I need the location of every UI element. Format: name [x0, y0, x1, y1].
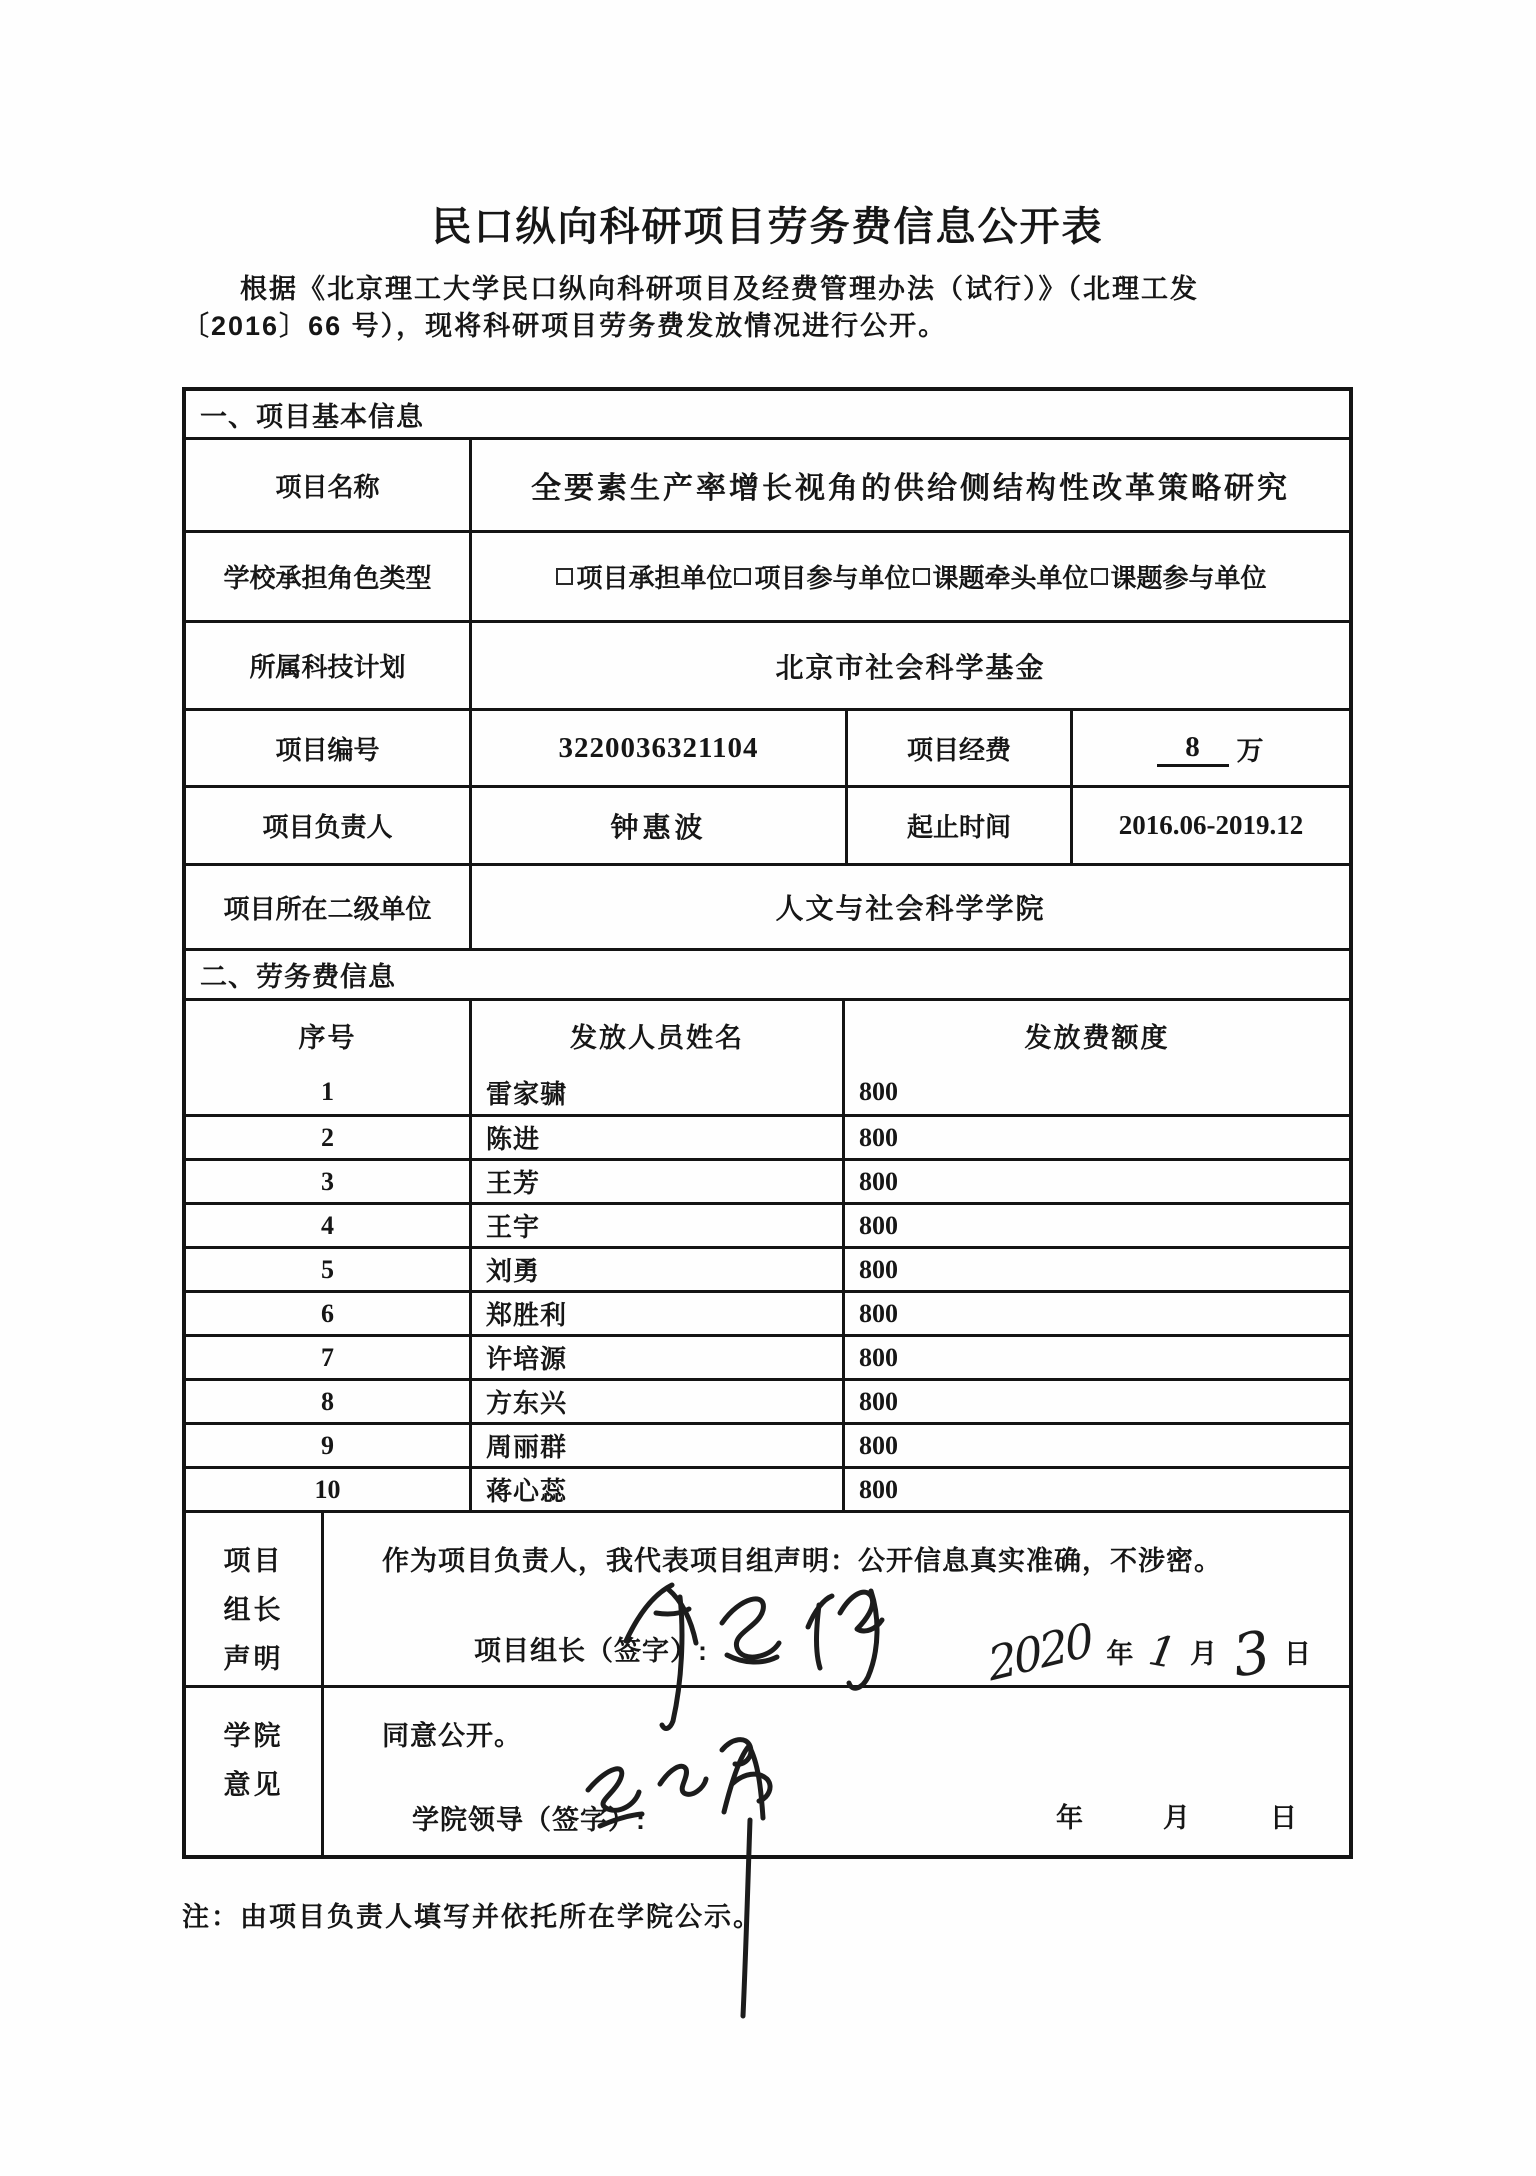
- role-option-label: 项目参与单位: [754, 563, 911, 593]
- section1-header-row: [186, 391, 1349, 437]
- row-serial: 6: [321, 1298, 334, 1328]
- budget-unit: 万: [1236, 735, 1266, 766]
- dean-sign-row: [324, 1798, 1349, 1837]
- row-serial: 10: [314, 1474, 341, 1504]
- checkbox-icon: [1091, 568, 1108, 585]
- unit-value: 人文与社会科学学院: [469, 866, 1349, 948]
- row-serial: 2: [321, 1122, 334, 1152]
- column-header-name: 发放人员姓名: [469, 1001, 842, 1070]
- day-char: 日: [1284, 1639, 1311, 1669]
- role-options: [469, 533, 1349, 620]
- table-row: [186, 1334, 1349, 1378]
- college-opinion-row: [186, 1685, 1349, 1855]
- duration-value: 2016.06-2019.12: [1070, 788, 1349, 863]
- row-amount: 800: [842, 1249, 1349, 1290]
- leader-statement-label: [186, 1513, 321, 1685]
- leader-statement-label-line2: 组长: [223, 1595, 284, 1625]
- pi-value: 钟惠波: [469, 788, 845, 863]
- table-row: [186, 1422, 1349, 1466]
- row-amount: 800: [842, 1293, 1349, 1334]
- row-serial: 4: [321, 1210, 334, 1240]
- table-row: [186, 1466, 1349, 1510]
- leader-sign-label: 项目组长（签字）:: [474, 1635, 708, 1666]
- row-amount: 800: [842, 1205, 1349, 1246]
- row-person-name: 蒋心蕊: [469, 1469, 842, 1510]
- day-char: 日: [1270, 1802, 1297, 1833]
- row-serial: 1: [321, 1077, 334, 1106]
- college-opinion-cell: [321, 1688, 1349, 1855]
- table-row: [186, 1246, 1349, 1290]
- section1-heading: 一、项目基本信息: [200, 401, 424, 432]
- row-person-name: 许培源: [469, 1337, 842, 1378]
- row-person-name: 雷家骕: [469, 1070, 842, 1114]
- row-person-name: 郑胜利: [469, 1293, 842, 1334]
- college-opinion-label: [186, 1688, 321, 1855]
- year-char: 年: [1106, 1639, 1134, 1669]
- project-name-label: 项目名称: [275, 471, 380, 502]
- section2-heading: 二、劳务费信息: [200, 962, 396, 992]
- role-type-row: [186, 530, 1349, 620]
- intro-line-1: 根据《北京理工大学民口纵向科研项目及经费管理办法（试行）》（北理工发: [240, 274, 1199, 304]
- leader-statement-text: 作为项目负责人，我代表项目组声明：公开信息真实准确，不涉密。: [382, 1546, 1222, 1576]
- leader-date-group: [985, 1612, 1327, 1692]
- form-table: [182, 387, 1353, 1859]
- leader-statement-label-line1: 项目: [223, 1546, 284, 1576]
- leader-sign-row: [324, 1612, 1349, 1692]
- table-row: [186, 1114, 1349, 1158]
- unit-label: 项目所在二级单位: [223, 893, 432, 924]
- checkbox-icon: [913, 568, 930, 585]
- budget-value: 8: [1157, 730, 1229, 767]
- row-person-name: 陈进: [469, 1117, 842, 1158]
- row-person-name: 王宇: [469, 1205, 842, 1246]
- project-number-row: [186, 708, 1349, 785]
- row-amount: 800: [842, 1117, 1349, 1158]
- table-row: [186, 1070, 1349, 1114]
- program-value: 北京市社会科学基金: [469, 623, 1349, 708]
- column-header-serial: 序号: [298, 1023, 357, 1053]
- role-option: [732, 558, 910, 595]
- college-opinion-label-line1: 学院: [223, 1721, 284, 1751]
- duration-label: 起止时间: [845, 788, 1070, 863]
- budget-label: 项目经费: [845, 711, 1070, 785]
- role-option-label: 课题参与单位: [1110, 563, 1267, 593]
- row-person-name: 方东兴: [469, 1381, 842, 1422]
- row-amount: 800: [842, 1161, 1349, 1202]
- intro-paragraph: [182, 271, 1353, 345]
- handwritten-year: 2020: [985, 1612, 1095, 1692]
- table-row: [186, 1290, 1349, 1334]
- checkbox-icon: [734, 568, 751, 585]
- project-number-value: 3220036321104: [469, 711, 845, 785]
- row-amount: 800: [842, 1425, 1349, 1466]
- row-serial: 8: [321, 1386, 334, 1416]
- dean-sign-label: 学院领导（签字）:: [412, 1805, 646, 1835]
- role-option-label: 课题牵头单位: [932, 563, 1089, 593]
- row-amount: 800: [842, 1070, 1349, 1114]
- section2-header-row: [186, 948, 1349, 998]
- dean-date-group: [1056, 1801, 1297, 1835]
- row-serial: 7: [321, 1342, 334, 1372]
- row-amount: 800: [842, 1381, 1349, 1422]
- labor-fee-column-header-row: [186, 998, 1349, 1070]
- page-title: 民口纵向科研项目劳务费信息公开表: [431, 205, 1104, 249]
- role-option-label: 项目承担单位: [576, 563, 733, 593]
- project-name-row: [186, 437, 1349, 530]
- table-row: [186, 1378, 1349, 1422]
- role-option: [554, 558, 732, 595]
- program-row: [186, 620, 1349, 708]
- row-serial: 9: [321, 1430, 334, 1460]
- column-header-amount: 发放费额度: [842, 1001, 1349, 1070]
- leader-statement-cell: [321, 1513, 1349, 1692]
- intro-line-2: 〔2016〕66 号），现将科研项目劳务费发放情况进行公开。: [182, 311, 948, 341]
- table-row: [186, 1158, 1349, 1202]
- row-person-name: 刘勇: [469, 1249, 842, 1290]
- pi-label: 项目负责人: [262, 812, 393, 842]
- handwritten-day: 3: [1228, 1617, 1276, 1691]
- row-person-name: 周丽群: [469, 1425, 842, 1466]
- role-type-label: 学校承担角色类型: [223, 563, 432, 593]
- dean-signature-handwriting: [572, 1728, 832, 2028]
- row-amount: 800: [842, 1469, 1349, 1510]
- month-char: 月: [1163, 1802, 1190, 1833]
- leader-statement-label-line3: 声明: [223, 1644, 284, 1674]
- year-char: 年: [1056, 1802, 1083, 1833]
- unit-row: [186, 863, 1349, 948]
- row-person-name: 王芳: [469, 1161, 842, 1202]
- footnote: 注：由项目负责人填写并依托所在学院公示。: [182, 1902, 762, 1932]
- budget-value-cell: [1070, 711, 1349, 785]
- row-amount: 800: [842, 1337, 1349, 1378]
- project-number-label: 项目编号: [275, 734, 380, 765]
- table-row: [186, 1202, 1349, 1246]
- college-opinion-label-line2: 意见: [223, 1770, 284, 1800]
- row-serial: 3: [321, 1166, 334, 1196]
- handwritten-month: 1: [1145, 1625, 1181, 1678]
- role-option: [1089, 558, 1267, 595]
- checkbox-icon: [556, 568, 573, 585]
- row-serial: 5: [321, 1254, 334, 1284]
- document-sheet: [182, 0, 1353, 1934]
- college-opinion-text: 同意公开。: [382, 1721, 522, 1751]
- pi-row: [186, 785, 1349, 863]
- leader-statement-row: [186, 1510, 1349, 1692]
- project-name-value: 全要素生产率增长视角的供给侧结构性改革策略研究: [469, 440, 1349, 530]
- role-option: [911, 558, 1089, 595]
- program-label: 所属科技计划: [249, 652, 406, 682]
- month-char: 月: [1190, 1639, 1218, 1669]
